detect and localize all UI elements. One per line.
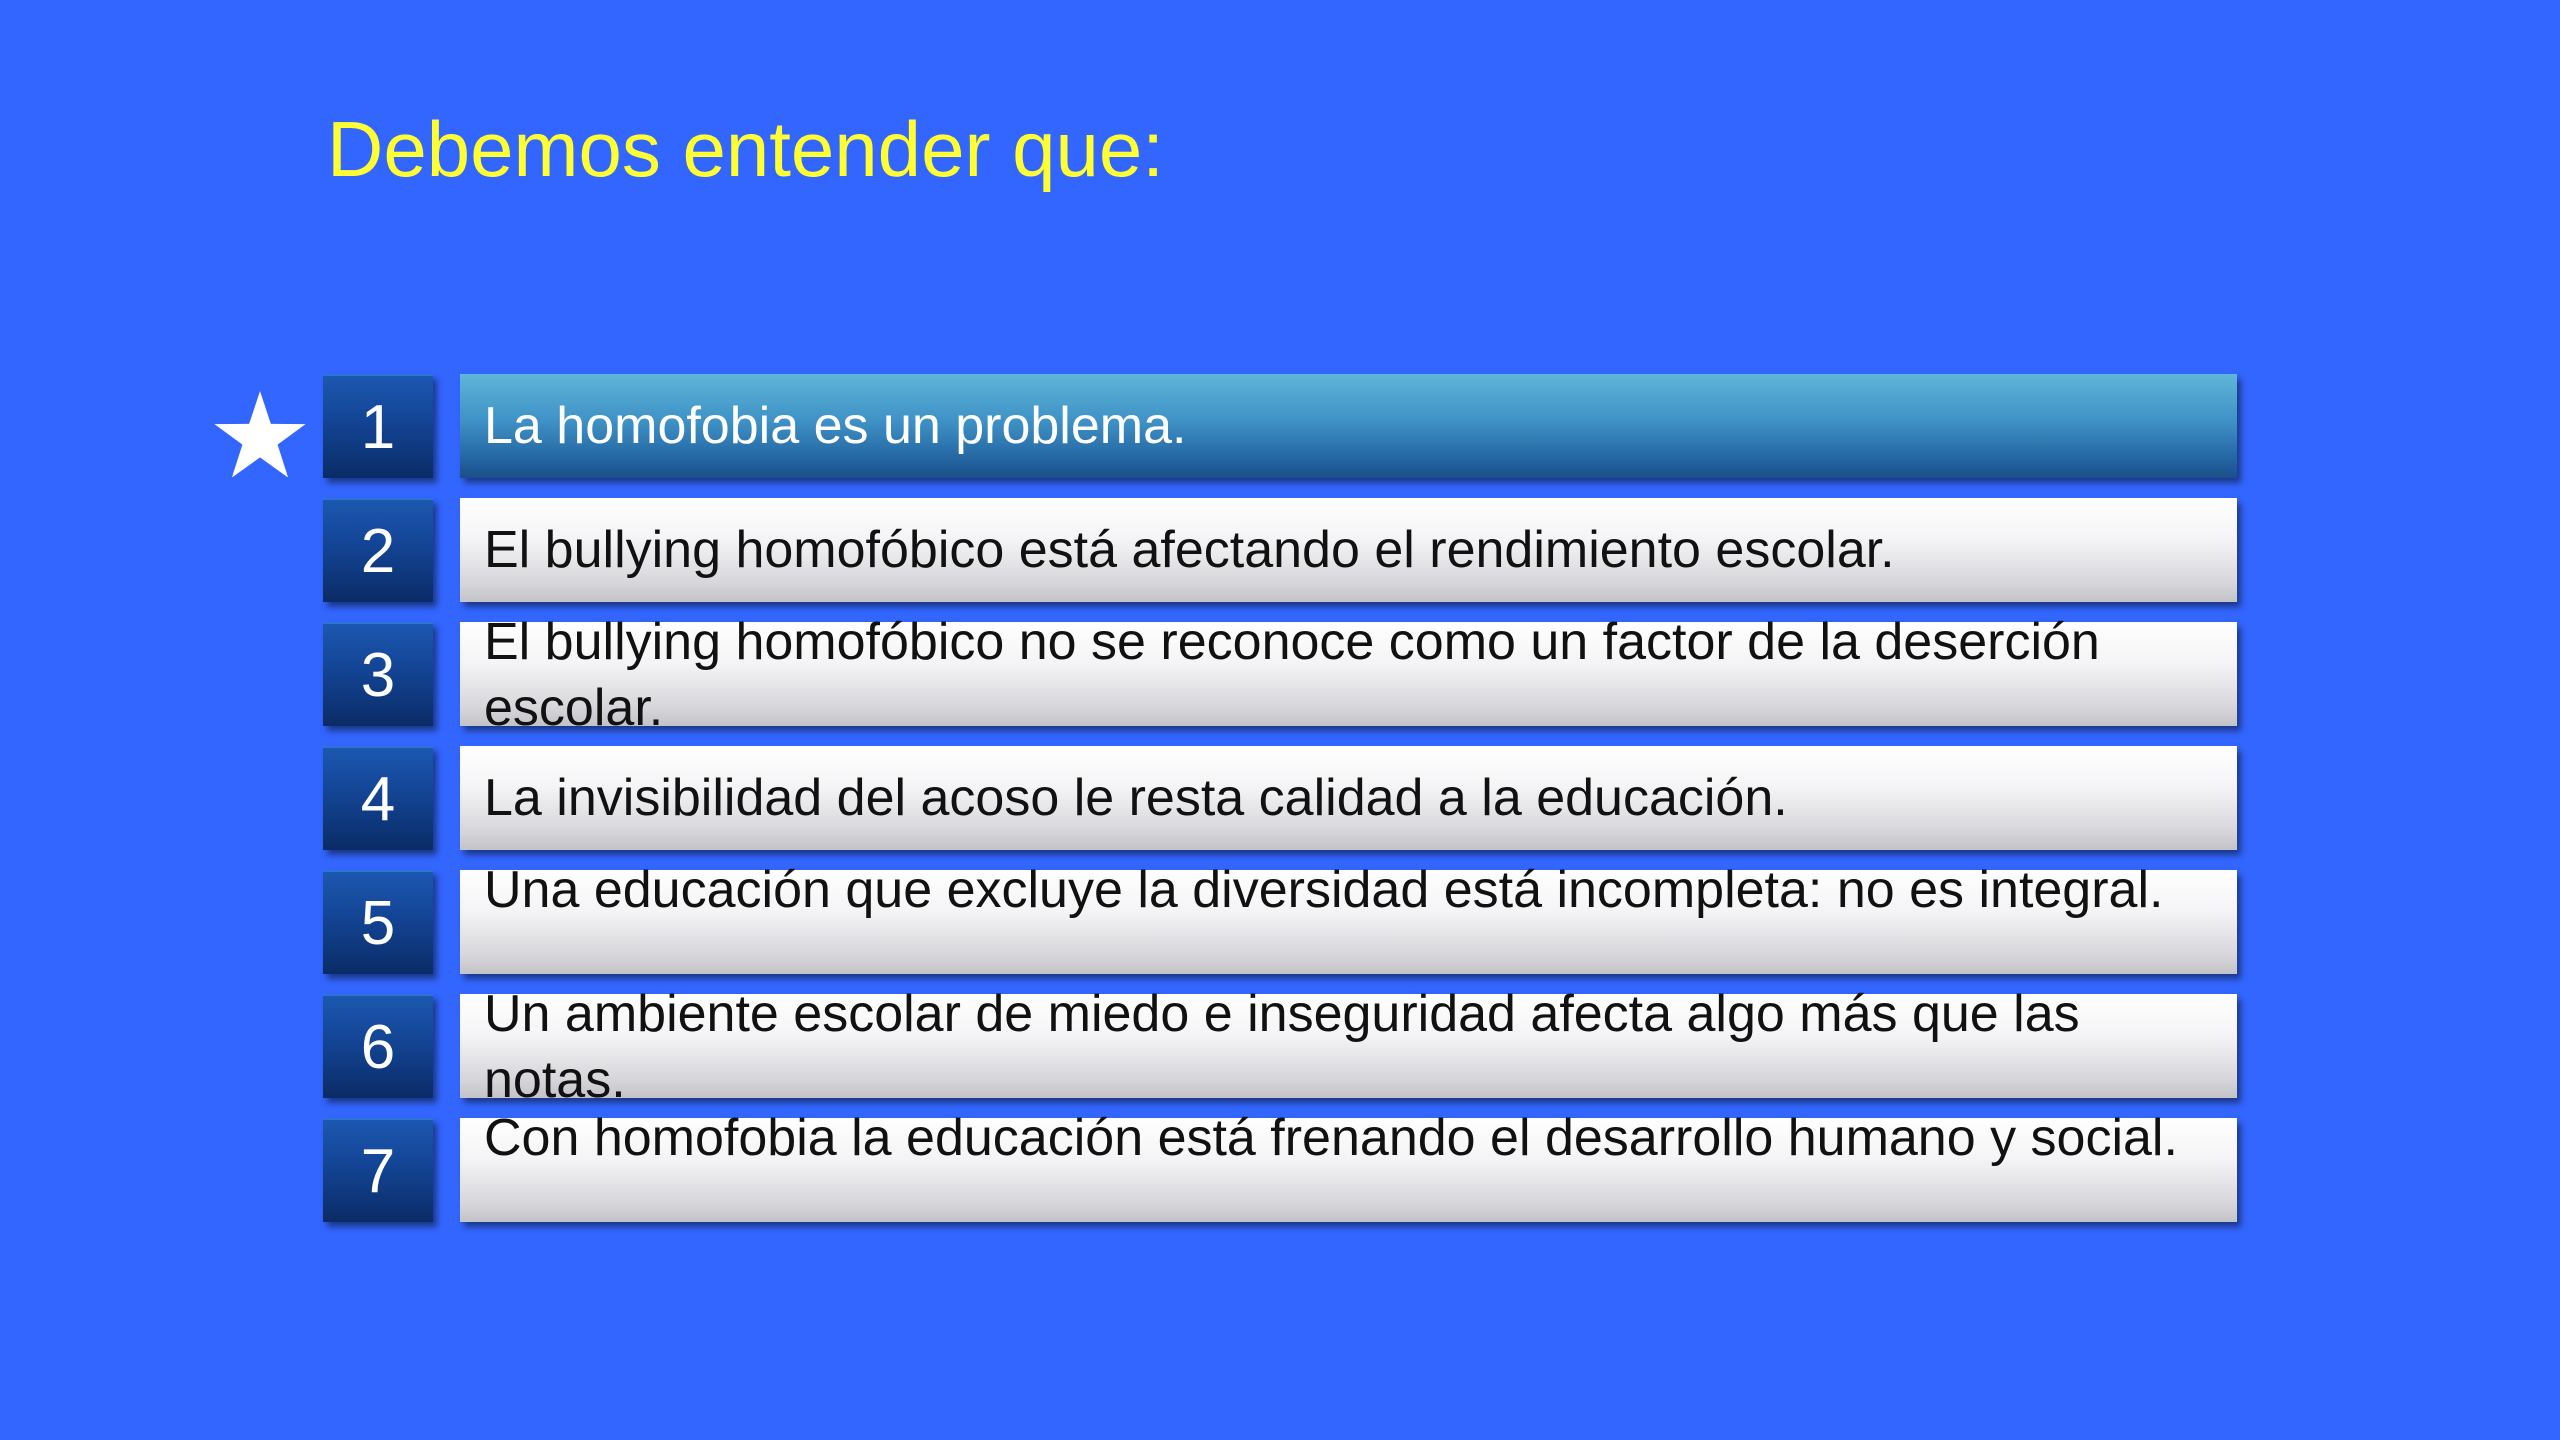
item-number-badge: 6 [323,994,433,1098]
item-bar[interactable] [460,746,2237,850]
item-number-badge: 4 [323,746,433,850]
item-number-badge: 7 [323,1118,433,1222]
item-bar[interactable] [460,498,2237,602]
item-text: El bullying homofóbico está afectando el rendimiento escolar. [484,521,1895,579]
list-item[interactable] [0,746,2560,850]
item-bar[interactable] [460,985,2237,1109]
item-number-badge: 5 [323,870,433,974]
slide-title: Debemos entender que: [327,105,1164,193]
item-number-badge: 1 [323,374,433,478]
item-text: Con homofobia la educación está frenando el desarrollo humano y social. [484,1109,2178,1167]
list-item[interactable] [0,374,2560,478]
item-bar[interactable] [460,613,2237,737]
list-item[interactable] [0,861,2560,974]
item-number-badge: 2 [323,498,433,602]
item-text: La invisibilidad del acoso le resta calidad a la educación. [484,769,1788,827]
item-bar-active[interactable] [460,374,2237,478]
list-item[interactable] [0,613,2560,737]
item-text: La homofobia es un problema. [484,397,1187,455]
list-item[interactable] [0,985,2560,1109]
item-text: El bullying homofóbico no se reconoce como un factor de la deserción escolar. [484,613,2100,737]
item-number-badge: 3 [323,622,433,726]
list-item[interactable] [0,498,2560,602]
list-item[interactable] [0,1109,2560,1222]
item-bar[interactable] [460,861,2237,974]
item-text: Una educación que excluye la diversidad está incompleta: no es integral. [484,861,2164,919]
item-bar[interactable] [460,1109,2237,1222]
item-text: Un ambiente escolar de miedo e inseguridad afecta algo más que las notas. [484,985,2080,1109]
